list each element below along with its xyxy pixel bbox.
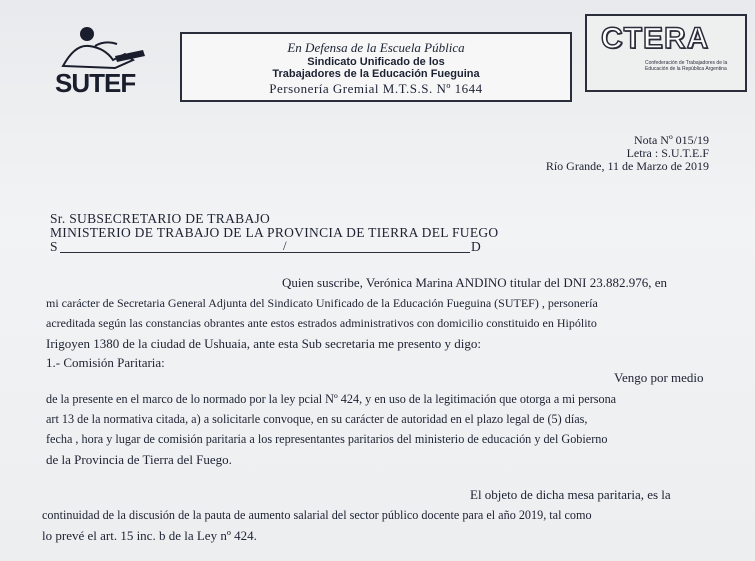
addressee-s: S xyxy=(50,239,58,254)
paragraph3-line3: lo prevé el art. 15 inc. b de la Ley nº 424. xyxy=(42,528,257,543)
paragraph1-line1: Quien suscribe, Verónica Marina ANDINO titular del DNI 23.882.976, en xyxy=(282,275,667,290)
place-date: Río Grande, 11 de Marzo de 2019 xyxy=(545,159,709,173)
paragraph1-line4: Irigoyen 1380 de la ciudad de Ushuaia, ante esta Sub secretaria me presento y digo: xyxy=(46,336,481,351)
paragraph3-line1: El objeto de dicha mesa paritaria, es la xyxy=(470,487,671,502)
paragraph2-line1: Vengo por medio xyxy=(614,370,704,385)
addressee-line1: Sr. SUBSECRETARIO DE TRABAJO xyxy=(50,211,271,226)
nota-number: Nota Nº 015/19 xyxy=(633,133,709,147)
paragraph2-line3: art 13 de la normativa citada, a) a solicitarle convoque, en su carácter de autoridad en el plazo legal de (5) días, xyxy=(46,412,588,426)
ctera-logo xyxy=(585,14,747,92)
addressee-d: D xyxy=(471,239,482,254)
reference-block xyxy=(546,134,709,173)
paragraph2-line5: de la Provincia de Tierra del Fuego. xyxy=(46,452,232,467)
paragraph2-line4: fecha , hora y lugar de comisión paritaria a los representantes paritarios del ministerio de educación y del Gobierno xyxy=(46,432,608,446)
addressee-underline xyxy=(60,252,470,253)
addressee-line2: MINISTERIO DE TRABAJO DE LA PROVINCIA DE TIERRA DEL FUEGO xyxy=(50,225,499,240)
paragraph3-line2: continuidad de la discusión de la pauta de aumento salarial del sector público docente para el año 2019, tal como xyxy=(42,508,592,522)
letterhead-box xyxy=(180,32,572,102)
ctera-logo-text: CTERA xyxy=(601,22,710,55)
sutef-logo xyxy=(55,24,155,96)
letterhead-motto: En Defensa de la Escuela Pública xyxy=(287,40,465,55)
sutef-logo-text: SUTEF xyxy=(55,68,136,98)
letterhead-personeria: Personería Gremial M.T.S.S. Nº 1644 xyxy=(269,81,483,96)
paragraph1-line2: mi carácter de Secretaria General Adjunta del Sindicato Unificado de la Educación Fueguina (SUTEF) , personería xyxy=(46,296,598,310)
letterhead-org-line2: Trabajadores de la Educación Fueguina xyxy=(272,68,480,80)
sutef-figure-icon xyxy=(55,24,155,72)
paragraph1-line3: acreditada según las constancias obrantes ante estos estrados administrativos con domicilio constituido en Hipólito xyxy=(46,316,597,330)
paragraph2-line2: de la presente en el marco de lo normado por la ley pcial Nº 424, y en uso de la legitimación que otorga a mi persona xyxy=(46,392,617,406)
letra: Letra : S.U.T.E.F xyxy=(626,146,709,160)
addressee-slash: / xyxy=(283,238,287,253)
ctera-logo-subtitle: Confederación de Trabajadores de la Educación de la República Argentina xyxy=(645,60,728,72)
letterhead-org-line1: Sindicato Unificado de los xyxy=(307,56,445,68)
section-heading: 1.- Comisión Paritaria: xyxy=(46,355,165,370)
